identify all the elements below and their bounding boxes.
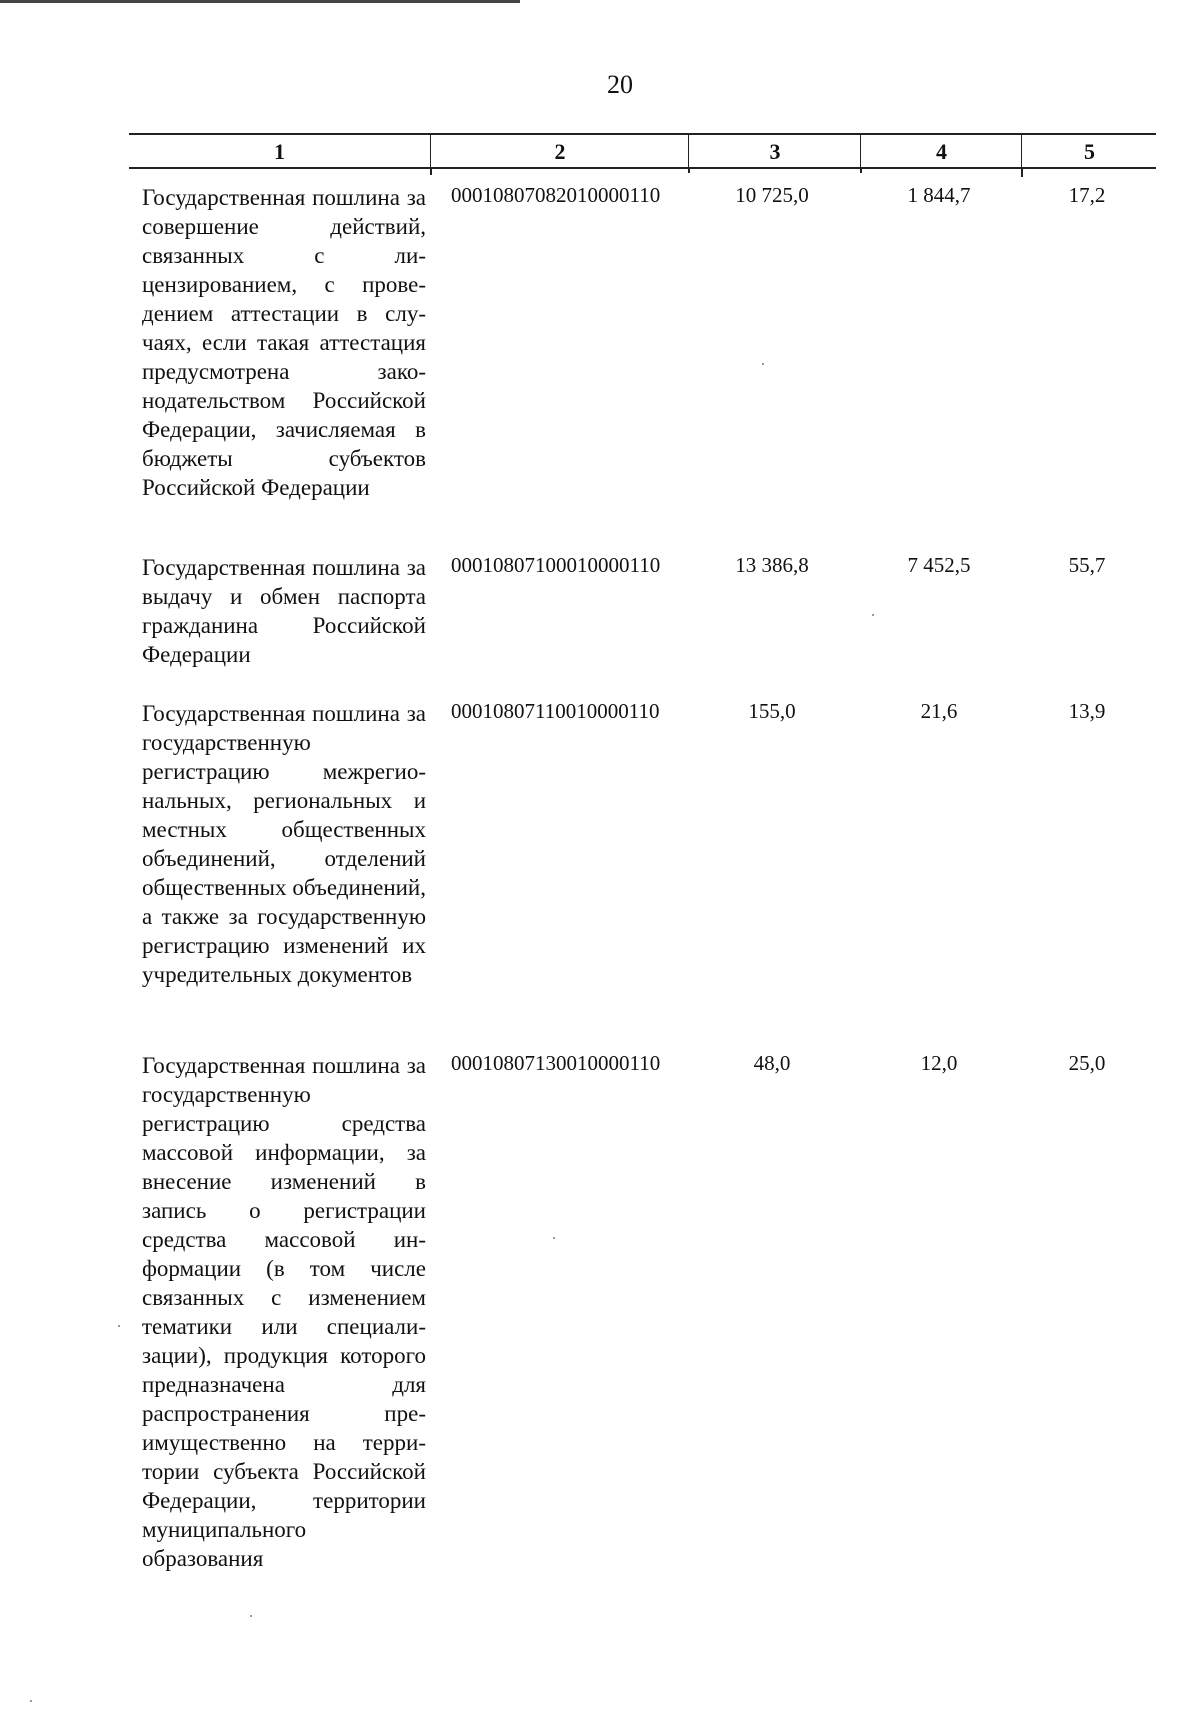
row-code: 00010807130010000110: [451, 1051, 661, 1075]
row-name: Государственная пошлина за государственную регистрацию средства массовой информации, за внесение изменений в запись о регистрации средства массовой информации (в том числе связанных с изменением тематики или специализации), продукция которого предназначена для распространения преимущественно на территории субъекта Российской Федерации, территории муниципального образования: [142, 1053, 426, 1571]
scan-speck: [553, 1237, 555, 1239]
header-col-4: 4: [860, 135, 1022, 167]
table-header-row: [129, 133, 1156, 169]
row-name: Государственная пошлина за совершение действий, связанных с лицензированием, с проведением аттестации в случаях, если такая аттестация предусмотрена законодательством Российской Федерации, зачисляемая в бюджеты субъектов Российской Федерации: [142, 185, 426, 500]
column-divider: [430, 167, 432, 175]
header-col-1: 1: [274, 139, 285, 164]
row-code: 00010807082010000110: [451, 183, 661, 207]
scan-speck: [30, 1700, 32, 1702]
header-col-5: 5: [1021, 135, 1157, 167]
scan-speck: [118, 1325, 120, 1327]
row-col5-value: 55,7: [1068, 553, 1106, 577]
header-col-3: 3: [688, 135, 861, 167]
header-col-2: 2: [430, 135, 689, 167]
revenue-table: [129, 133, 1156, 1571]
row-col5-value: 25,0: [1068, 1051, 1106, 1075]
column-divider: [688, 167, 690, 173]
row-col5-value: 17,2: [1068, 183, 1106, 207]
row-code: 00010807110010000110: [451, 699, 660, 723]
row-col3-value: 13 386,8: [735, 553, 809, 577]
column-divider: [860, 167, 862, 173]
scan-speck: [762, 363, 764, 365]
row-col3-value: 155,0: [748, 699, 796, 723]
row-col5-value: 13,9: [1068, 699, 1106, 723]
row-col4-value: 1 844,7: [907, 183, 971, 207]
row-col4-value: 21,6: [920, 699, 958, 723]
column-divider: [1021, 167, 1023, 177]
scan-edge-line: [0, 0, 520, 3]
row-name: Государственная пошлина за выдачу и обмен паспорта гражданина Российской Федерации: [142, 555, 426, 667]
row-col4-value: 12,0: [920, 1051, 958, 1075]
row-code: 00010807100010000110: [451, 553, 661, 577]
scan-speck: [250, 1615, 252, 1617]
scan-speck: [872, 614, 874, 616]
row-col4-value: 7 452,5: [907, 553, 971, 577]
row-col3-value: 10 725,0: [735, 183, 809, 207]
page-number: 20: [607, 70, 633, 99]
row-name: Государственная пошлина за государственную регистрацию межрегиональных, региональных и местных общественных объединений, отделений общественных объединений, а также за государственную регистрацию изменений их учредительных документов: [142, 701, 426, 987]
row-col3-value: 48,0: [753, 1051, 791, 1075]
